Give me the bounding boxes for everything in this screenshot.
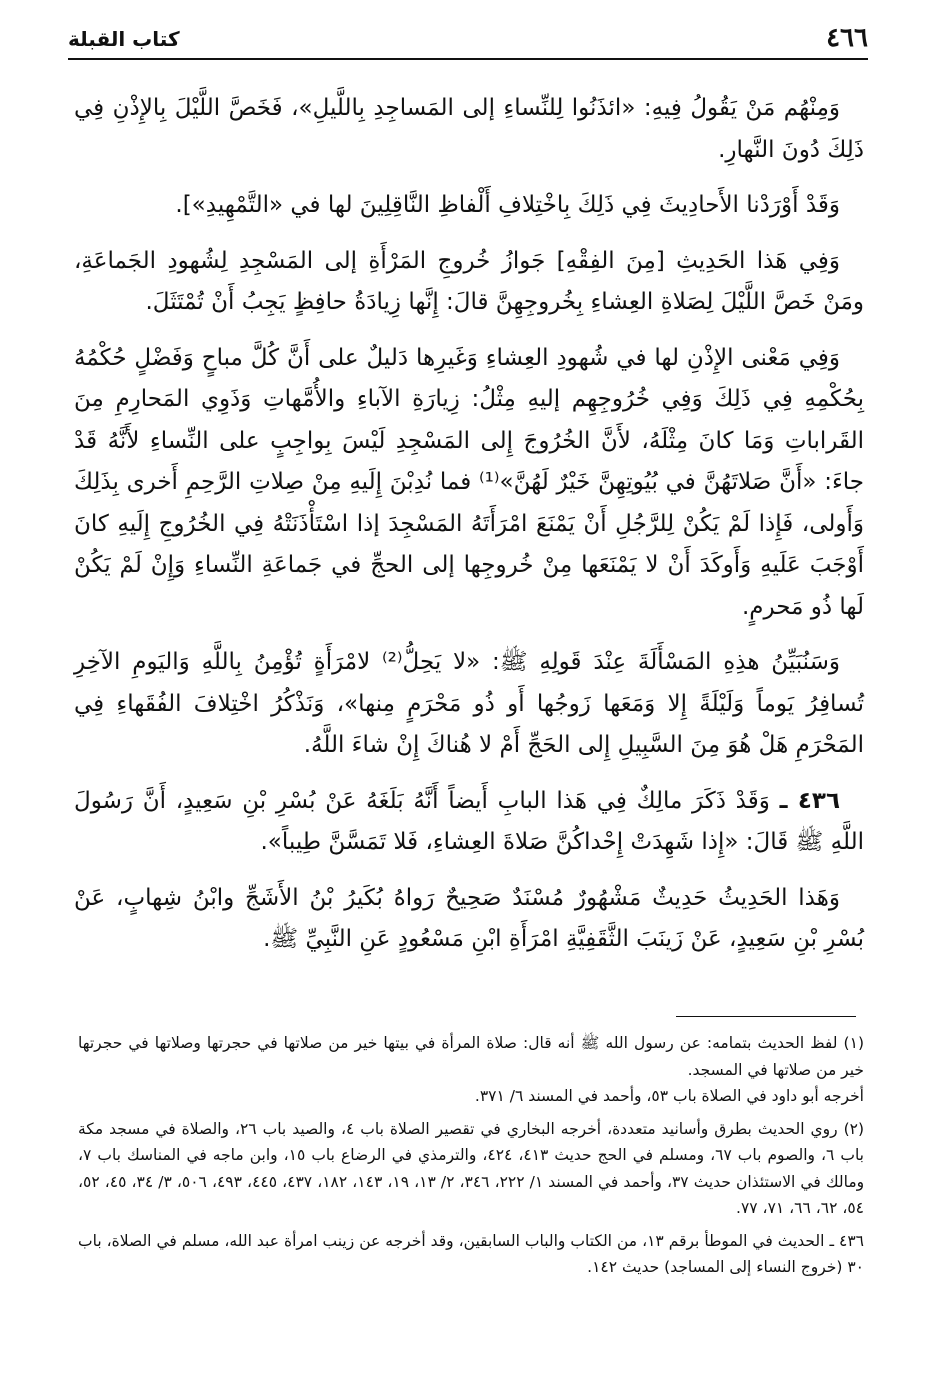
running-header	[68, 18, 868, 60]
footnote-436	[78, 1228, 864, 1281]
paragraph: وَهَذا الحَدِيثُ حَدِيثٌ مَشْهُورٌ مُسْنَدٌ صَحِيحٌ رَواهُ بُكَيرُ بْنُ الأَشَجِّ وابْنُ شِهابٍ، عَنْ بُسْرِ بْنِ سَعِيدٍ، عَنْ زَينَبَ الثَّقَفِيَّةِ امْرَأَةِ ابْنِ مَسْعُودٍ عَنِ النَّبِيِّ ﷺ.	[74, 884, 864, 952]
hadith-text: وَقَدْ ذَكَرَ مالِكٌ فِي هَذا البابِ أَيضاً أَنَّهُ بَلَغَهُ عَنْ بُسْرِ بْنِ سَعِيدٍ، أَنَّ رَسُولَ اللَّهِ ﷺ قَالَ: «إِذا شَهِدَتْ إِحْداكُنَّ صَلاةَ العِشاءِ، فَلا تَمَسَّنَّ طِيباً».	[74, 787, 864, 855]
footnotes	[78, 1030, 864, 1287]
paragraph: وَفِي هَذا الحَدِيثِ [مِنَ الفِقْهِ] جَوازُ خُروجِ المَرْأَةِ إلى المَسْجِدِ لِشُهودِ الجَماعَةِ، ومَنْ خَصَّ اللَّيْلَ لِصَلاةِ العِشاءِ بِخُروجِهِنَّ قالَ: إِنَّها زِيادَةُ حافِظٍ يَجِبُ أَنْ تُمْتَثَلَ.	[74, 247, 864, 315]
paragraph: وَمِنْهُم مَنْ يَقُولُ فِيهِ: «ائذَنُوا لِلنِّساءِ إلى المَساجِدِ بِاللَّيلِ»، فَخَصَّ اللَّيْلَ بِالإِذْنِ فِي ذَلِكَ دُونَ النَّهارِ.	[74, 95, 864, 163]
footnote-line: أخرجه أبو داود في الصلاة باب ٥٣، وأحمد في المسند ٦/ ٣٧١.	[474, 1087, 864, 1105]
paragraph: وَسَنُبَيِّنُ هذِهِ المَسْأَلَةَ عِنْدَ قَولِهِ ﷺ: «لا يَحِلُّ⁽²⁾ لامْرَأَةٍ تُؤْمِنُ بِاللَّهِ وَاليَومِ الآخِرِ تُسافِرُ يَوماً وَلَيْلَةً إِلا وَمَعَها زَوجُها أَو ذُو مَحْرَمٍ مِنها»، وَنَذْكُرُ اخْتِلافَ الفُقَهاءِ فِي المَحْرَمِ هَلْ هُوَ مِنَ السَّبِيلِ إِلى الحَجِّ أَمْ لا هُناكَ إِنْ شاءَ اللَّهُ.	[74, 649, 864, 758]
main-text	[74, 88, 864, 975]
footnote-line: (٢) روي الحديث بطرق وأسانيد متعددة، أخرجه البخاري في تقصير الصلاة باب ٤، والصيد باب ٢٦، والصلاة في مسجد مكة باب ٦، والصوم باب ٦٧، ومسلم في الحج حديث ٤١٣، ٤٢٤، والترمذي في الرضاع باب ١٥، وابن ماجه في المناسك باب ٧، ومالك في الاستئذان حديث ٣٧، وأحمد في المسند ١/ ٢٢٢، ٣٤٦، ٢/ ١٣، ١٩، ١٤٣، ١٨٢، ٤٣٧، ٤٤٥، ٤٩٣، ٥٠٦، ٣/ ٣٤، ٤٥، ٥٢، ٥٤، ٦٢، ٦٦، ٧١، ٧٧.	[78, 1119, 865, 1217]
footnote-1	[78, 1030, 864, 1110]
footnote-separator	[676, 1016, 856, 1017]
footnote-2	[78, 1116, 864, 1222]
paragraph: وَفِي مَعْنى الإِذْنِ لها في شُهودِ العِشاءِ وَغَيرِها دَليلٌ على أَنَّ كُلَّ مباحٍ وَفَضْلٍ حُكْمُهُ بِحُكْمِهِ فِي ذَلِكَ وَفِي خُرُوجِهِم إليهِ مِثْلُ: زِيارَةِ الآباءِ والأُمَّهاتِ وَذَوِي المَحارِمِ مِنَ القَراباتِ وَمَا كانَ مِثْلَهُ، لأَنَّ الخُرُوجَ إِلى المَسْجِدِ لَيْسَ بِواجِبٍ على النِّساءِ لأَنَّهُ قَدْ جاءَ: «أَنَّ صَلاتَهُنَّ في بُيُوتِهِنَّ خَيْرٌ لَهُنَّ»⁽¹⁾ فما نُدِبْنَ إِلَيهِ مِنْ صِلاتِ الرَّحِمِ أَخرى بِذَلِكَ وَأَولى، فَإِذا لَمْ يَكُنْ لِلرَّجُلِ أَنْ يَمْنَعَ امْرَأَتَهُ المَسْجِدَ إذا اسْتَأْذَنَتْهُ فِي الخُرُوجِ إِلَيهِ كانَ أَوْجَبَ عَلَيهِ وَأَوكَدَ أَنْ لا يَمْنَعَها مِنْ خُروجِها إلى الحجِّ في جَماعَةِ النِّساءِ وَإِنْ لَمْ يَكُنْ لَها ذُو مَحرمٍ.	[74, 344, 864, 620]
footnote-line: (١) لفظ الحديث بتمامه: عن رسول الله ﷺ أنه قال: صلاة المرأة في بيتها خير من صلاتها في حجرتها وصلاتها في حجرتها خير من صلاتها في المسجد.	[78, 1034, 864, 1079]
footnote-line: ٤٣٦ ـ الحديث في الموطأ برقم ١٣، من الكتاب والباب السابقين، وقد أخرجه عن زينب امرأة عبد الله، مسلم في الصلاة، باب ٣٠ (خروج النساء إلى المساجد) حديث ١٤٢.	[78, 1231, 864, 1276]
hadith-paragraph	[74, 781, 864, 864]
paragraph: وَقَدْ أَوْرَدْنا الأَحادِيثَ فِي ذَلِكَ بِاخْتِلافِ أَلْفاظِ النَّاقِلِينَ لها في «التَّمْهِيدِ»].	[175, 192, 840, 218]
page-number: ٤٦٦	[826, 23, 868, 53]
book-title: كتاب القبلة	[68, 27, 180, 51]
hadith-number: ٤٣٦ ـ	[779, 787, 840, 814]
